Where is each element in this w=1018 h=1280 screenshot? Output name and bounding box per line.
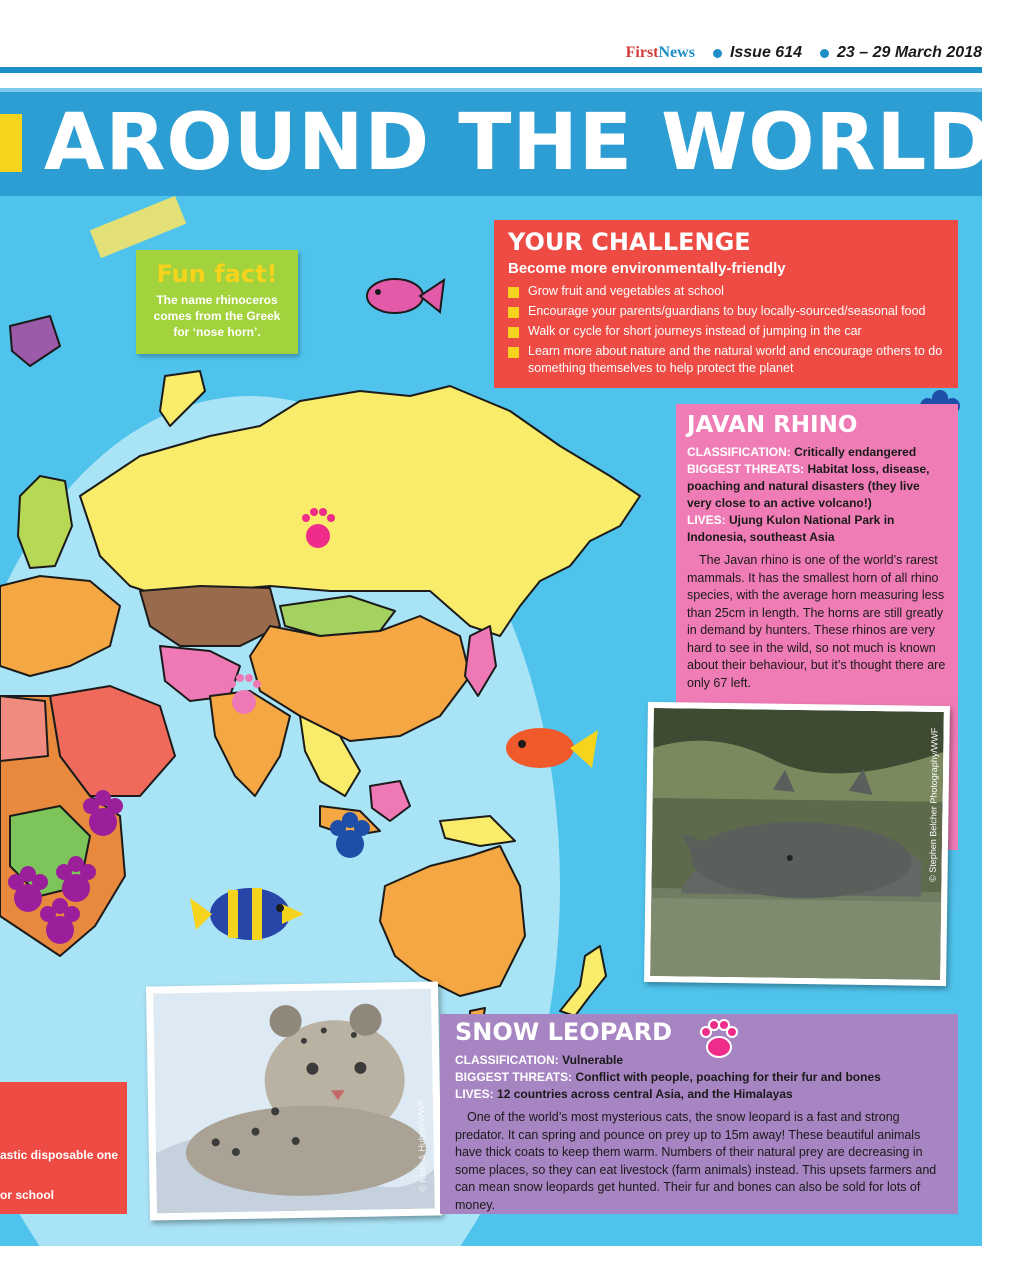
snow-leopard-box — [440, 1014, 958, 1214]
fun-fact-text: The name rhinoceros comes from the Greek for ‘nose horn’. — [153, 293, 281, 339]
fun-fact-card — [136, 250, 298, 354]
cut-off-challenge-box — [0, 1082, 127, 1214]
photo-credit: © Stephen Belcher Photography/WWF — [927, 727, 940, 882]
header-rule — [0, 67, 982, 73]
masthead — [626, 44, 982, 62]
challenge-subheading: Become more environmentally-friendly — [508, 260, 786, 277]
cut-off-text: astic disposable one — [0, 1148, 119, 1162]
issue-dates: 23 – 29 March 2018 — [837, 44, 982, 61]
rhino-image — [650, 708, 944, 980]
paw-print-icon — [700, 1018, 738, 1060]
novaya-zemlya-region — [160, 371, 205, 426]
bullet-dot-icon — [820, 49, 829, 58]
kazakhstan-region — [140, 586, 280, 646]
javan-rhino-body: The Javan rhino is one of the world’s rarest mammals. It has the smallest horn of all rhino species, with the average horn measuring less than 25cm in length. The horns are still greatly in demand by hunters. These rhinos are very hard to see in the wild, so not much is known about their behaviour, but it’s thought there are only 67 left. — [687, 553, 946, 690]
list-item: Walk or cycle for short journeys instead of jumping in the car — [508, 323, 946, 340]
title-accent — [0, 114, 22, 172]
brand-logo: FirstNews — [625, 44, 695, 61]
biggest-threats: BIGGEST THREATS: Conflict with people, poaching for their fur and bones — [455, 1070, 881, 1084]
europe-region — [0, 576, 120, 676]
new-zealand-region — [560, 946, 606, 1016]
list-item: Learn more about nature and the natural world and encourage others to do something themselves to help protect the planet — [508, 343, 946, 377]
scandinavia-region — [18, 476, 72, 568]
mongolia-region — [280, 596, 395, 636]
lives: LIVES: 12 countries across central Asia, and the Himalayas — [455, 1087, 793, 1101]
cut-off-text: or school — [0, 1188, 55, 1202]
arctic-island-region — [10, 316, 60, 366]
bullet-dot-icon — [713, 49, 722, 58]
africa-north-region — [0, 696, 48, 761]
fish-icon — [190, 888, 304, 940]
biggest-threats: BIGGEST THREATS: Habitat loss, disease, poaching and natural disasters (they live very close to an active volcano!) — [687, 462, 930, 510]
classification: CLASSIFICATION: Vulnerable — [455, 1053, 624, 1067]
list-item: Encourage your parents/guardians to buy locally-sourced/seasonal food — [508, 303, 946, 320]
new-guinea-region — [440, 816, 515, 846]
australia-region — [380, 846, 525, 996]
issue-number: Issue 614 — [729, 44, 802, 61]
photo-credit: © Klein & Hubert/WWF — [415, 1099, 428, 1192]
challenge-box — [494, 220, 958, 388]
snow-leopard-heading: SNOW LEOPARD — [455, 1018, 673, 1046]
fish-icon — [506, 728, 598, 768]
snow-leopard-body: One of the world’s most mysterious cats, the snow leopard is a fast and strong predator. It can spring and pounce on prey up to 15m away! These beautiful animals have thick coats to keep them warm. Numbers of their natural prey are decreasing in some places, so they can eat livestock (farm animals) instead. This upsets farmers and can mean snow leopards get hunted. Their fur and bones can also be sold for lots of money. — [455, 1110, 937, 1212]
fun-fact-heading: Fun fact! — [156, 260, 278, 288]
snow-leopard-image — [153, 989, 435, 1214]
list-item: Grow fruit and vegetables at school — [508, 283, 946, 300]
javan-rhino-heading: JAVAN RHINO — [687, 412, 858, 438]
lives: LIVES: Ujung Kulon National Park in Indonesia, southeast Asia — [687, 513, 895, 544]
snow-leopard-photo — [146, 981, 442, 1220]
japan-region — [465, 626, 496, 696]
page-title: AROUND THE WORLD — [44, 98, 994, 188]
borneo-region — [370, 781, 410, 821]
challenge-list — [508, 283, 946, 377]
challenge-heading: YOUR CHALLENGE — [508, 228, 751, 256]
fish-icon — [367, 279, 444, 313]
classification: CLASSIFICATION: Critically endangered — [687, 445, 917, 459]
javan-rhino-photo — [644, 702, 950, 986]
